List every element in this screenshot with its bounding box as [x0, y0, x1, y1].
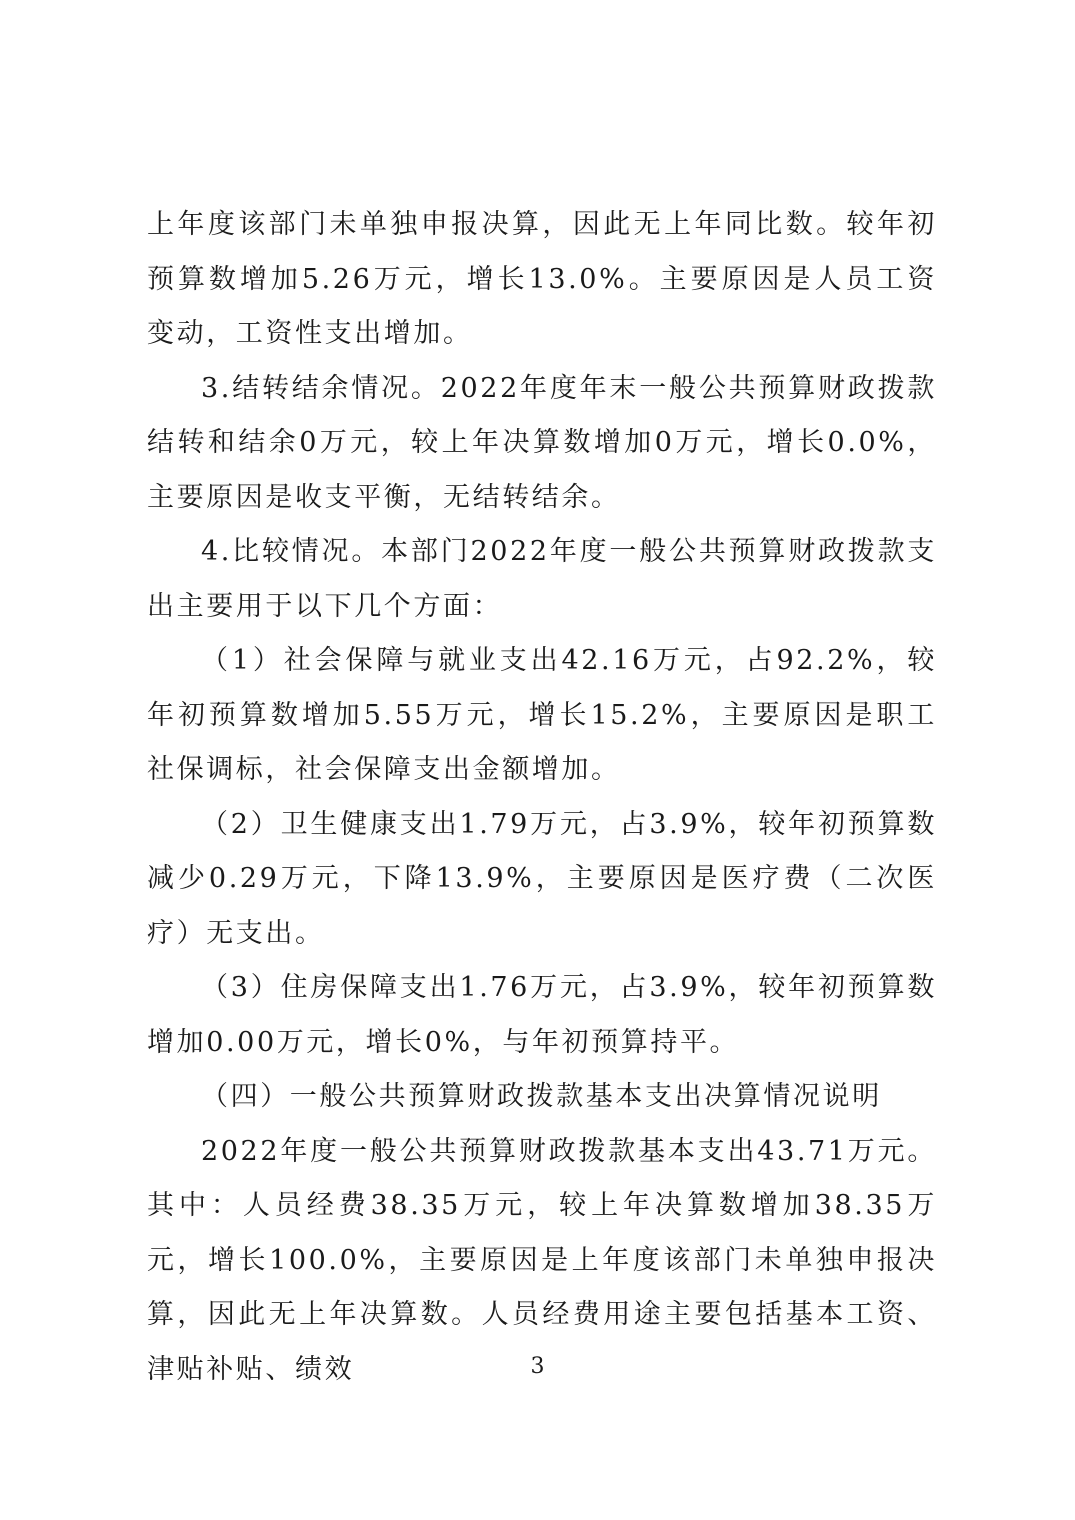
- paragraph-basic-expenditure: 2022年度一般公共预算财政拨款基本支出43.71万元。其中：人员经费38.35万元，较上年决算数增加38.35万元，增长100.0%，主要原因是上年度该部门未单独申报决算，因此无上年决算数。人员经费用途主要包括基本工资、津贴补贴、绩效: [147, 1135, 937, 1385]
- paragraph-social-security: （1）社会保障与就业支出42.16万元，占92.2%，较年初预算数增加5.55万元，增长15.2%，主要原因是职工社保调标，社会保障支出金额增加。: [147, 645, 937, 785]
- section-heading: （四）一般公共预算财政拨款基本支出决算情况说明: [201, 1081, 882, 1112]
- page-number: 3: [530, 1354, 545, 1379]
- paragraph-housing: （3）住房保障支出1.76万元，占3.9%，较年初预算数增加0.00万元，增长0%，与年初预算持平。: [147, 972, 937, 1058]
- paragraph-carryover-balance: 3.结转结余情况。2022年度年末一般公共预算财政拨款结转和结余0万元，较上年决算数增加0万元，增长0.0%，主要原因是收支平衡，无结转结余。: [147, 372, 937, 513]
- paragraph-continuation: 上年度该部门未单独申报决算，因此无上年同比数。较年初预算数增加5.26万元，增长13.0%。主要原因是人员工资变动，工资性支出增加。: [147, 209, 937, 349]
- paragraph-health: （2）卫生健康支出1.79万元，占3.9%，较年初预算数减少0.29万元，下降13.9%，主要原因是医疗费（二次医疗）无支出。: [147, 808, 937, 949]
- body-text: [147, 198, 937, 1397]
- paragraph-comparison: 4.比较情况。本部门2022年度一般公共预算财政拨款支出主要用于以下几个方面：: [147, 536, 937, 622]
